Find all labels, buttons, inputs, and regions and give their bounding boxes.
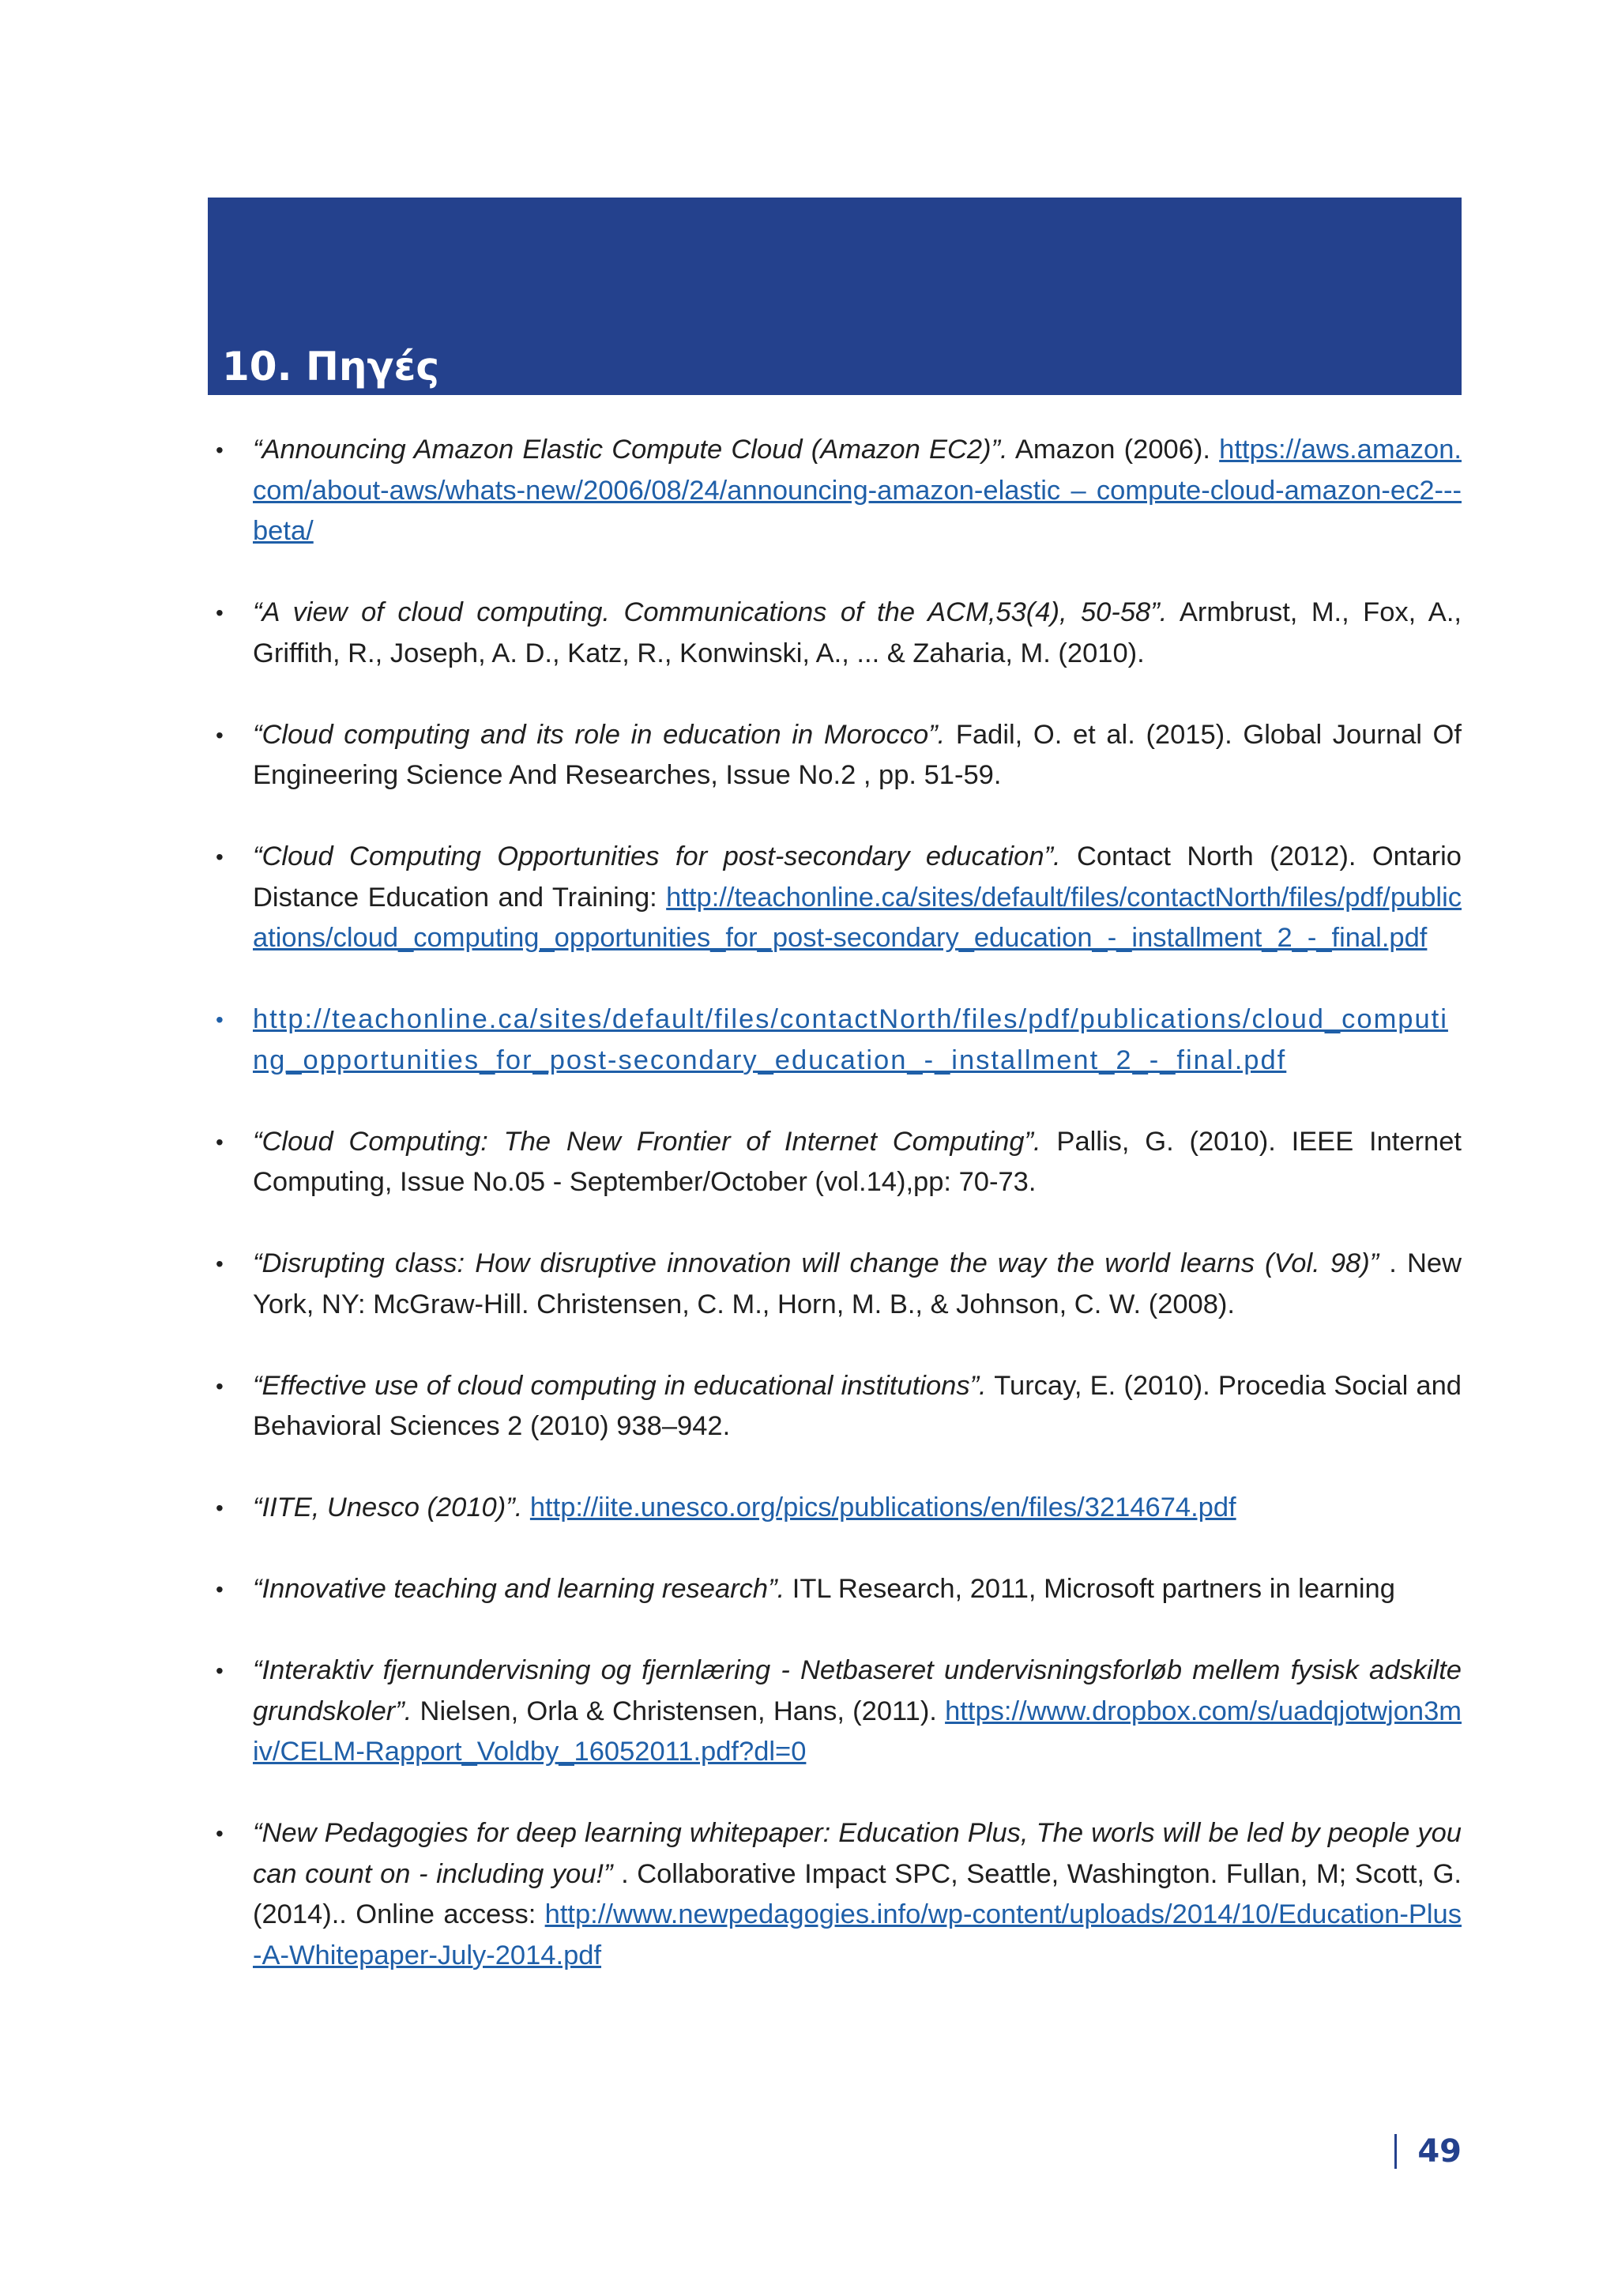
- reference-item: [208, 837, 1462, 959]
- reference-title: “Innovative teaching and learning research”.: [253, 1574, 785, 1604]
- reference-item: [208, 1569, 1462, 1610]
- reference-link[interactable]: https://aws.amazon.com/about-aws/whats-new/2006/08/24/announcing-amazon-elastic – compute-cloud-amazon-ec2---beta/: [253, 435, 1462, 546]
- reference-item: [208, 1650, 1462, 1773]
- reference-item: [208, 715, 1462, 796]
- reference-title: “Effective use of cloud computing in educational institutions”.: [253, 1370, 987, 1401]
- reference-title: “A view of cloud computing. Communications of the ACM,53(4), 50-58”.: [253, 597, 1168, 627]
- reference-link[interactable]: http://teachonline.ca/sites/default/files/contactNorth/files/pdf/publications/cloud_computing_opportunities_for_post-secondary_education_-_installment_2_-_final.pdf: [253, 1004, 1448, 1075]
- section-header-band: [208, 198, 1462, 395]
- reference-text: Nielsen, Orla & Christensen, Hans, (2011).: [412, 1696, 946, 1726]
- reference-item: [208, 1813, 1462, 1976]
- reference-title: “Interaktiv fjernundervisning og fjernlæring - Netbaseret undervisningsforløb mellem fysisk adskilte grundskoler”.: [253, 1655, 1462, 1726]
- reference-link[interactable]: http://www.newpedagogies.info/wp-content/uploads/2014/10/Education-Plus-A-Whitepaper-July-2014.pdf: [253, 1899, 1462, 1970]
- page-number-value: 49: [1417, 2133, 1462, 2170]
- reference-item: [208, 1122, 1462, 1203]
- reference-item: [208, 1488, 1462, 1529]
- reference-text: Armbrust, M., Fox, A., Griffith, R., Joseph, A. D., Katz, R., Konwinski, A., ... & Zaharia, M. (2010).: [253, 597, 1462, 668]
- reference-item: [208, 1244, 1462, 1325]
- reference-item: [208, 1366, 1462, 1447]
- reference-item: [208, 430, 1462, 552]
- reference-text: Amazon (2006).: [1007, 435, 1220, 465]
- page-number-divider: [1394, 2134, 1397, 2169]
- reference-link[interactable]: http://iite.unesco.org/pics/publications/en/files/3214674.pdf: [529, 1492, 1236, 1523]
- reference-text: Contact North (2012). Ontario Distance Education and Training:: [253, 841, 1462, 913]
- reference-title: “IITE, Unesco (2010)”.: [253, 1492, 523, 1523]
- reference-item: [208, 999, 1462, 1081]
- section-title: 10. Πηγές: [222, 344, 439, 390]
- reference-text: Turcay, E. (2010). Procedia Social and Behavioral Sciences 2 (2010) 938–942.: [253, 1370, 1462, 1441]
- reference-text: Fadil, O. et al. (2015). Global Journal Of Engineering Science And Researches, Issue No.2 , pp. 51-59.: [253, 719, 1462, 790]
- reference-title: “Announcing Amazon Elastic Compute Cloud (Amazon EC2)”.: [253, 435, 1008, 465]
- reference-title: “Disrupting class: How disruptive innovation will change the way the world learns (Vol. 98)”: [253, 1248, 1379, 1278]
- reference-item: [208, 593, 1462, 674]
- reference-text: . New York, NY: McGraw-Hill. Christensen, C. M., Horn, M. B., & Johnson, C. W. (2008).: [253, 1248, 1462, 1319]
- reference-text: Pallis, G. (2010). IEEE Internet Computing, Issue No.05 - September/October (vol.14),pp: 70-73.: [253, 1126, 1462, 1197]
- page-number: [1394, 2133, 1462, 2170]
- reference-list: [208, 430, 1462, 2017]
- reference-text: . Collaborative Impact SPC, Seattle, Washington. Fullan, M; Scott, G. (2014).. Online access:: [253, 1858, 1462, 1929]
- reference-title: “Cloud computing and its role in education in Morocco”.: [253, 719, 946, 750]
- reference-link[interactable]: https://www.dropbox.com/s/uadqjotwjon3miv/CELM-Rapport_Voldby_16052011.pdf?dl=0: [253, 1696, 1462, 1767]
- reference-text: ITL Research, 2011, Microsoft partners in learning: [785, 1574, 1395, 1604]
- reference-title: “New Pedagogies for deep learning whitepaper: Education Plus, The worls will be led by people you can count on - including you!”: [253, 1818, 1462, 1889]
- reference-text: [522, 1492, 530, 1523]
- reference-title: “Cloud Computing Opportunities for post-secondary education”.: [253, 841, 1061, 871]
- reference-link[interactable]: http://teachonline.ca/sites/default/files/contactNorth/files/pdf/publications/cloud_computing_opportunities_for_post-secondary_education_-_installment_2_-_final.pdf: [253, 882, 1462, 953]
- reference-title: “Cloud Computing: The New Frontier of Internet Computing”.: [253, 1126, 1041, 1157]
